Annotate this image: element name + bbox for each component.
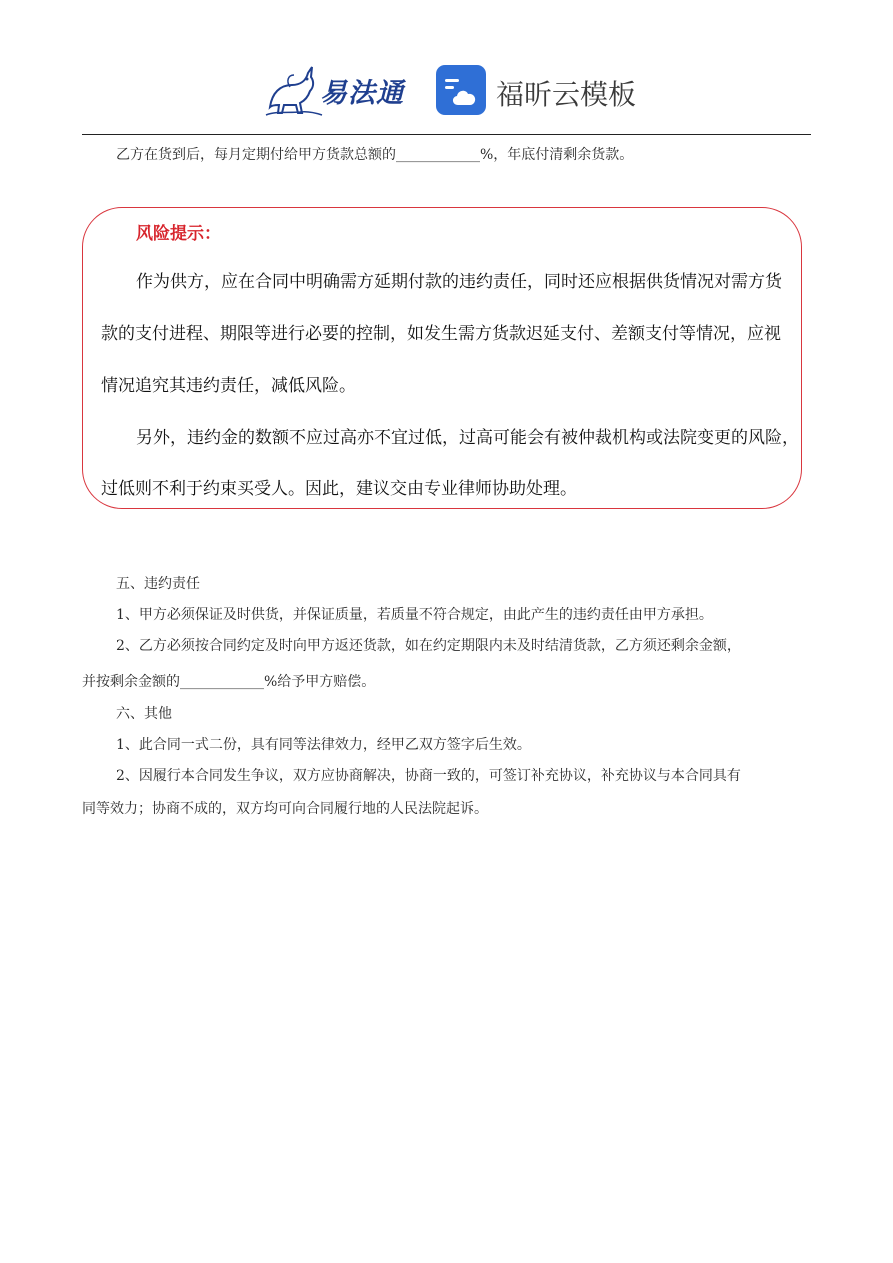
fuxin-template-logo: [436, 65, 636, 117]
section-six-item-1: 1、此合同一式二份，具有同等法律效力，经甲乙双方签字后生效。: [116, 737, 531, 753]
cloud-document-icon: [436, 65, 486, 115]
section-five-item-2-line-1: 2、乙方必须按合同约定及时向甲方返还货款，如在约定期限内未及时结清货款，乙方须还剩余金额，: [116, 638, 741, 654]
risk-notice-line: 过低则不利于约束买受人。因此，建议交由专业律师协助处理。: [101, 479, 577, 499]
compensation-percent-blank: ____________: [180, 674, 264, 690]
compensation-clause-before: 并按剩余金额的: [82, 674, 180, 690]
risk-notice-line: 款的支付进程、期限等进行必要的控制，如发生需方货款迟延支付、差额支付等情况，应视: [101, 324, 781, 344]
risk-notice-title: 风险提示：: [136, 224, 221, 244]
payment-percent-blank: ____________: [396, 147, 480, 163]
section-six-item-2-line-1: 2、因履行本合同发生争议，双方应协商解决，协商一致的，可签订补充协议，补充协议与本合同具有: [116, 768, 741, 784]
section-six-item-2-line-2: 同等效力；协商不成的，双方均可向合同履行地的人民法院起诉。: [82, 801, 488, 817]
risk-notice-line: 另外，违约金的数额不应过高亦不宜过低，过高可能会有被仲裁机构或法院变更的风险，: [136, 428, 799, 448]
risk-notice-box: [82, 207, 802, 509]
document-header: [0, 55, 893, 125]
section-six-heading: 六、其他: [116, 706, 172, 722]
yifatong-logo: [262, 63, 412, 119]
payment-clause-after: %，年底付清剩余货款。: [480, 147, 634, 163]
unicorn-emblem-icon: [262, 63, 324, 119]
compensation-clause-after: %给予甲方赔偿。: [264, 674, 376, 690]
header-divider: [82, 134, 811, 135]
section-five-item-1: 1、甲方必须保证及时供货，并保证质量，若质量不符合规定，由此产生的违约责任由甲方承担。: [116, 607, 713, 623]
fuxin-template-logo-text: 福昕云模板: [496, 78, 637, 111]
section-five-item-2-line-2: [82, 672, 375, 692]
payment-clause-before: 乙方在货到后，每月定期付给甲方货款总额的: [116, 147, 396, 163]
payment-clause: [116, 145, 633, 165]
risk-notice-line: 情况追究其违约责任，减低风险。: [101, 376, 356, 396]
risk-notice-line: 作为供方，应在合同中明确需方延期付款的违约责任，同时还应根据供货情况对需方货: [136, 272, 782, 292]
section-five-heading: 五、违约责任: [116, 576, 200, 592]
yifatong-logo-text: 易法通: [320, 78, 404, 109]
